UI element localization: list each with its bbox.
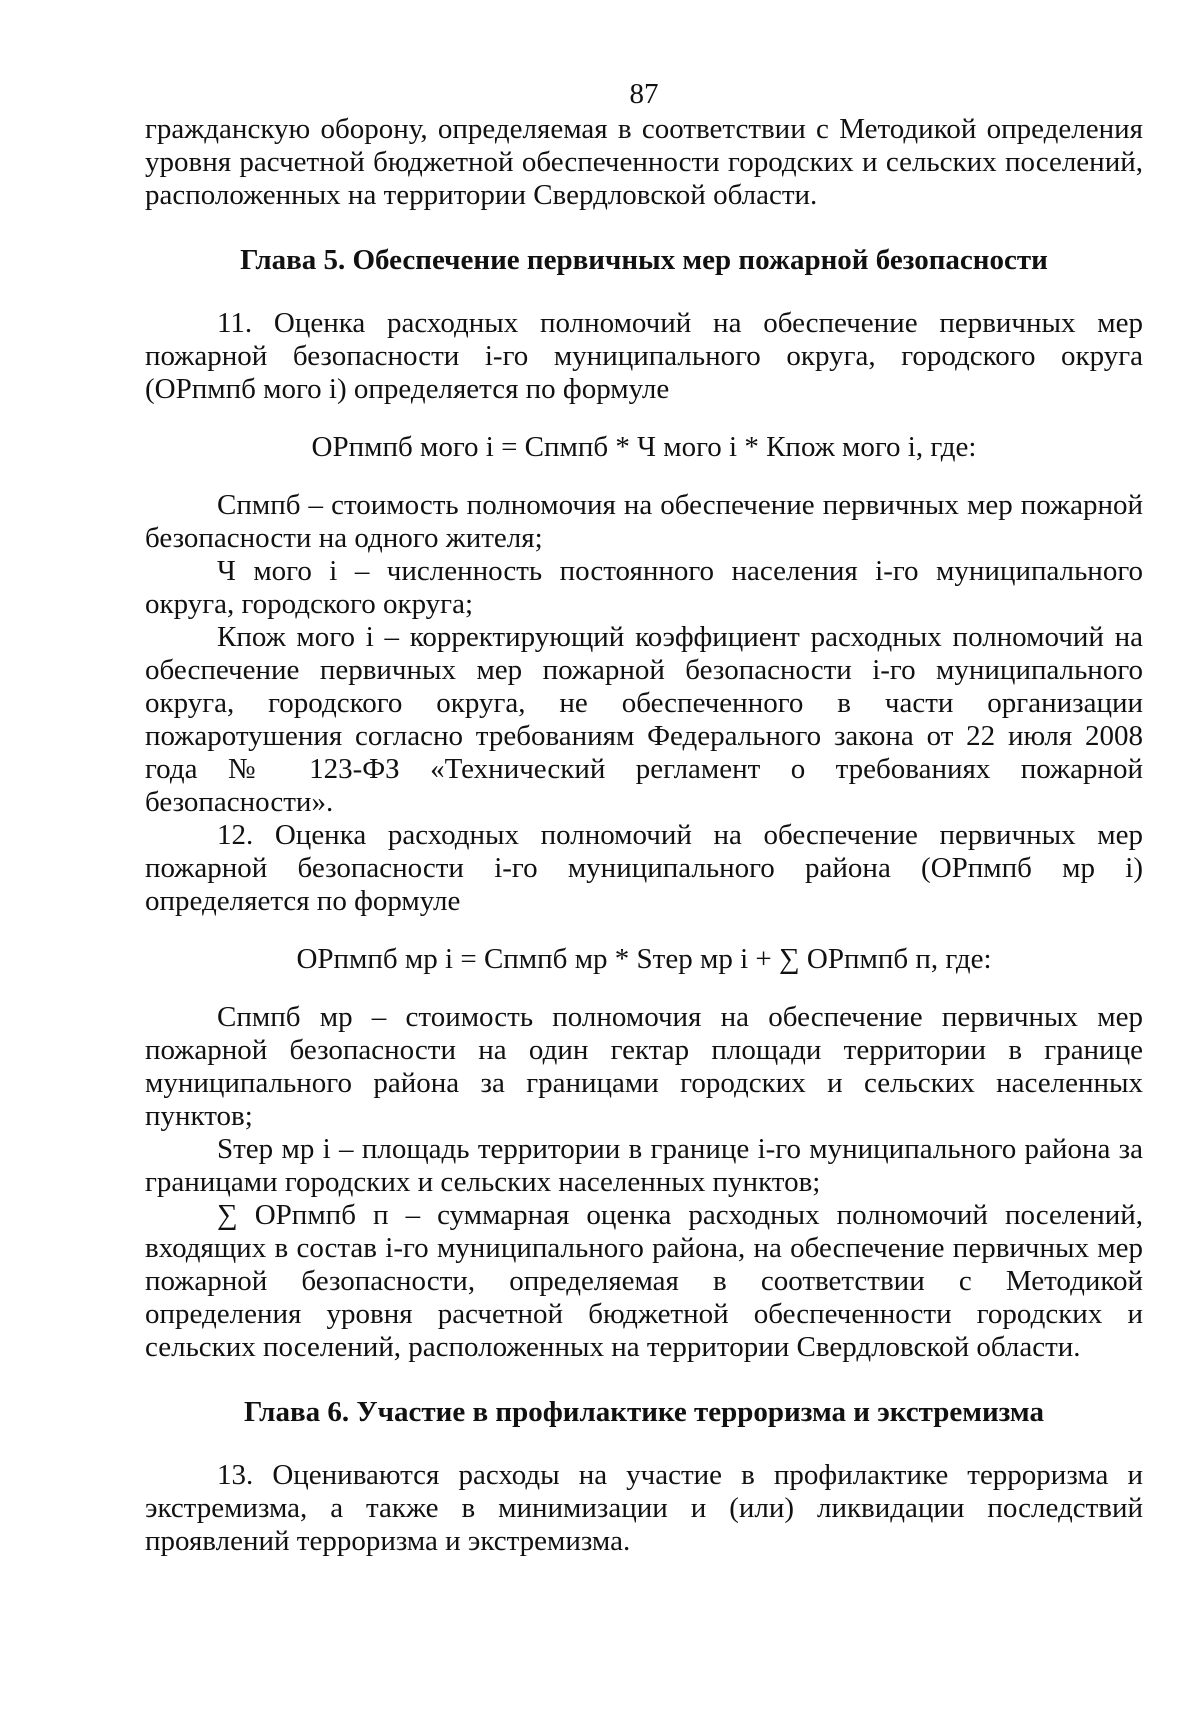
definition-ch-mogo: Ч мого i – численность постоянного населения i-го муниципального округа, городского округа; [145,555,1143,620]
intro-paragraph: гражданскую оборону, определяемая в соответствии с Методикой определения уровня расчетной бюджетной обеспеченности городских и сельских поселений, расположенных на территории Свердловской области. [145,113,1143,211]
formula-2: ОРпмпб мр i = Спмпб мр * Sтер мр i + ∑ ОРпмпб п, где: [296,943,992,975]
chapter-6-heading: Глава 6. Участие в профилактике терроризма и экстремизма [244,1396,1044,1428]
definition-kpozh-mogo: Кпож мого i – корректирующий коэффициент расходных полномочий на обеспечение первичных мер пожарной безопасности i-го муниципального округа, городского округа, не обеспеченного в части организации пожаротушения согласно требованиям Федерального закона от 22 июля 2008 года № 123-ФЗ «Технический регламент о требованиях пожарной безопасности». [145,621,1143,818]
definition-ster-mr: Sтер мр i – площадь территории в границе i-го муниципального района за границами городских и сельских населенных пунктов; [145,1133,1143,1198]
page-number: 87 [629,78,659,110]
paragraph-12: 12. Оценка расходных полномочий на обеспечение первичных мер пожарной безопасности i-го муниципального района (ОРпмпб мр i) определяется по формуле [145,819,1143,917]
paragraph-11: 11. Оценка расходных полномочий на обеспечение первичных мер пожарной безопасности i-го муниципального округа, городского округа (ОРпмпб мого i) определяется по формуле [145,307,1143,405]
document-page [145,78,1143,1558]
definition-spmpb: Спмпб – стоимость полномочия на обеспечение первичных мер пожарной безопасности на одного жителя; [145,489,1143,554]
definition-sum-orpmpb: ∑ ОРпмпб п – суммарная оценка расходных полномочий поселений, входящих в состав i-го муниципального района, на обеспечение первичных мер пожарной безопасности, определяемая в соответствии с Методикой определения уровня расчетной бюджетной обеспеченности городских и сельских поселений, расположенных на территории Свердловской области. [145,1199,1143,1363]
chapter-5-heading: Глава 5. Обеспечение первичных мер пожарной безопасности [240,244,1048,276]
paragraph-13: 13. Оцениваются расходы на участие в профилактике терроризма и экстремизма, а также в минимизации и (или) ликвидации последствий проявлений терроризма и экстремизма. [145,1459,1143,1557]
formula-1: ОРпмпб мого i = Спмпб * Ч мого i * Кпож мого i, где: [311,431,977,463]
definition-spmpb-mr: Спмпб мр – стоимость полномочия на обеспечение первичных мер пожарной безопасности на один гектар площади территории в границе муниципального района за границами городских и сельских населенных пунктов; [145,1001,1143,1132]
